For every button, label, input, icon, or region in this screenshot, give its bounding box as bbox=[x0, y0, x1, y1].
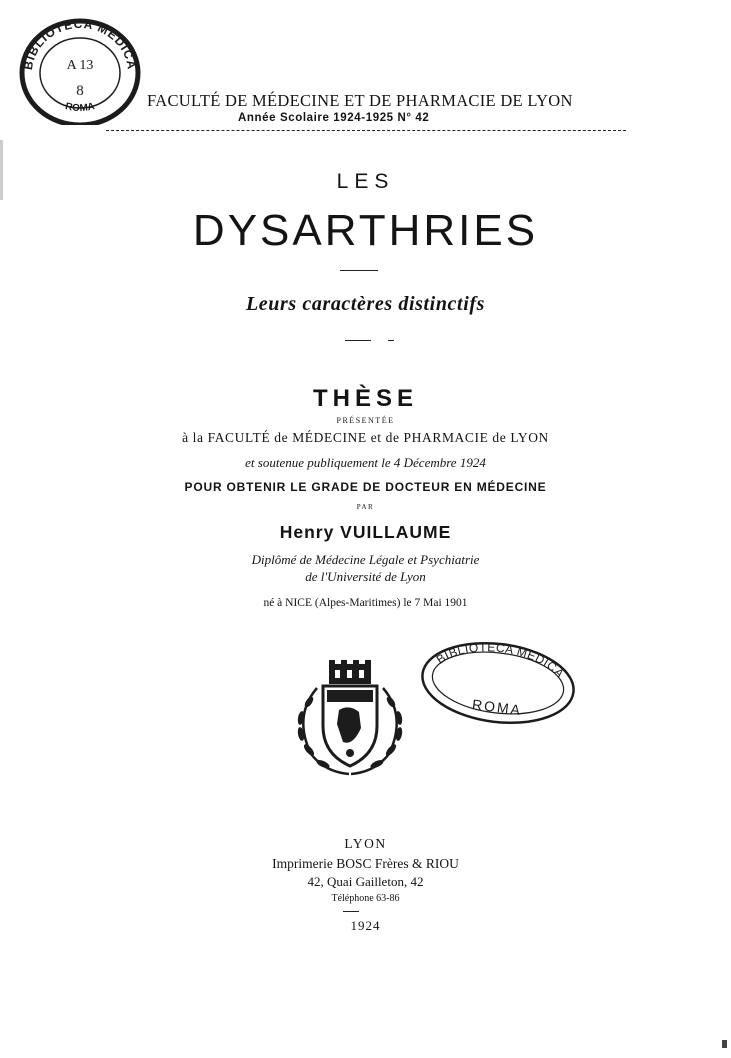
subtitle-divider-dot bbox=[388, 340, 394, 341]
presented-label: PRÉSENTÉE bbox=[336, 416, 395, 425]
imprint-city: LYON bbox=[344, 836, 387, 851]
author-diploma-line2: de l'Université de Lyon bbox=[305, 569, 426, 584]
main-title: DYSARTHRIES bbox=[192, 206, 539, 255]
svg-text:BIBLIOTECA MEDICA bbox=[432, 640, 569, 682]
author-diploma-line1: Diplômé de Médecine Légale et Psychiatrie bbox=[251, 552, 480, 567]
stamp-shelf-mark: A 13 bbox=[66, 58, 94, 73]
by-label: PAR bbox=[356, 503, 375, 511]
library-stamp-top-left bbox=[18, 15, 142, 125]
thesis-heading: THÈSE bbox=[312, 385, 418, 412]
title-divider bbox=[340, 270, 378, 271]
library-stamp-right bbox=[418, 640, 578, 726]
subtitle: Leurs caractères distinctifs bbox=[245, 293, 485, 315]
imprint-phone: Téléphone 63-86 bbox=[331, 893, 400, 904]
author-name: Henry VUILLAUME bbox=[279, 522, 452, 542]
scan-edge-mark bbox=[0, 140, 3, 200]
faculty-line: à la FACULTÉ de MÉDECINE et de PHARMACIE de LYON bbox=[182, 430, 549, 445]
svg-text:ROMA bbox=[64, 101, 96, 114]
stamp-right-top-text: BIBLIOTECA MEDICA bbox=[433, 640, 568, 681]
header-divider bbox=[106, 130, 626, 131]
stamp-number: 8 bbox=[76, 83, 84, 99]
stamp-right-bottom-text: ROMA bbox=[471, 696, 523, 719]
faculty-heading: FACULTÉ DE MÉDECINE ET DE PHARMACIE DE LYON bbox=[147, 91, 573, 110]
subtitle-divider bbox=[345, 340, 371, 341]
imprint-divider bbox=[343, 911, 359, 912]
defense-date-line: et soutenue publiquement le 4 Décembre 1924 bbox=[245, 455, 486, 470]
stamp-bottom-text: ROMA bbox=[64, 101, 96, 115]
degree-purpose-line: POUR OBTENIR LE GRADE DE DOCTEUR EN MÉDECINE bbox=[184, 480, 547, 494]
imprint-printer: Imprimerie BOSC Frères & RIOU bbox=[272, 856, 459, 871]
imprint-year: 1924 bbox=[350, 918, 381, 933]
academic-year: Année Scolaire 1924-1925 N° 42 bbox=[238, 112, 430, 124]
imprint-address: 42, Quai Gailleton, 42 bbox=[307, 874, 424, 889]
stamp-ring-text: BIBLIOTECA MEDICA bbox=[20, 16, 140, 71]
scan-edge-mark-bottom bbox=[722, 1040, 727, 1048]
coat-of-arms-emblem bbox=[287, 658, 413, 778]
title-prefix: LES bbox=[336, 170, 395, 193]
author-birth-line: né à NICE (Alpes-Maritimes) le 7 Mai 1901 bbox=[263, 597, 468, 609]
